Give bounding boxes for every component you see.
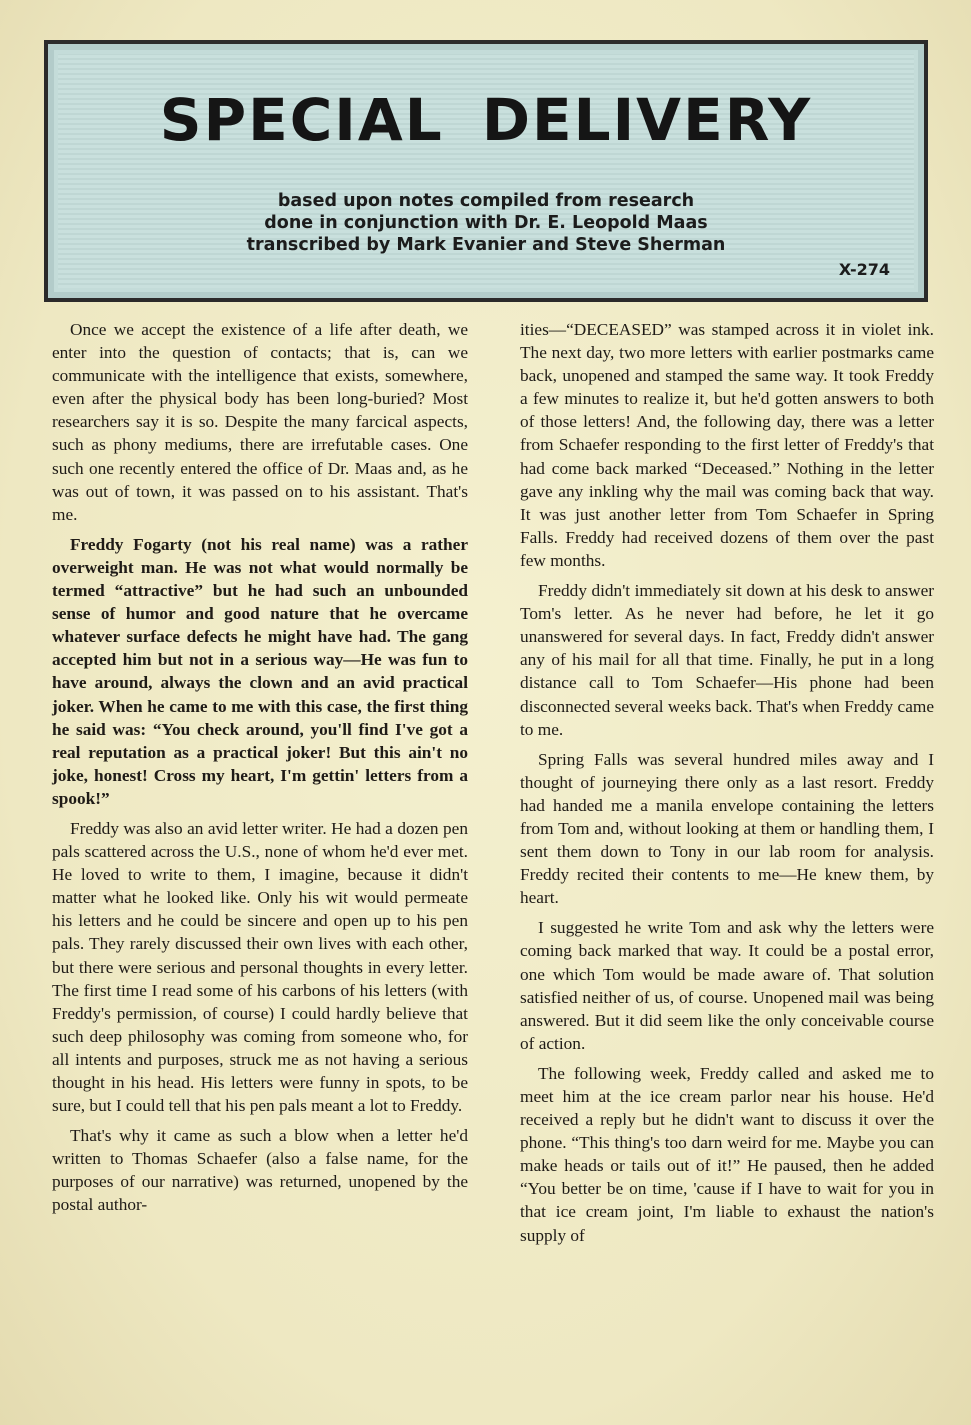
right-text-column: [520, 318, 934, 1254]
paragraph: Freddy Fogarty (not his real name) was a rather overweight man. He was not what would normally be termed “attractive” but he had such an unbounded sense of humor and good nature that he overcame whatever surface defects he might have had. The gang accepted him but not in a serious way—He was fun to have around, always the clown and an avid practical joker. When he came to me with this case, the first thing he said was: “You check around, you'll find I've got a real reputation as a practical joker! But this ain't no joke, honest! Cross my heart, I'm gettin' letters from a spook!”: [52, 534, 468, 808]
paragraph: Freddy didn't immediately sit down at his desk to answer Tom's letter. As he never had before, he let it go unanswered for several days. In fact, Freddy didn't answer any of his mail for all that time. Finally, he put in a long distance call to Tom Schaefer—His phone had been disconnected several weeks back. That's when Freddy came to me.: [520, 581, 934, 739]
story-title: SPECIAL DELIVERY: [159, 86, 813, 154]
title-panel: [44, 40, 928, 302]
paragraph: The following week, Freddy called and asked me to meet him at the ice cream parlor near his house. He'd received a reply but he didn't want to discuss it over the phone. “This thing's too darn weird for me. Maybe you can make heads or tails out of it!” He paused, then he added “You better be on time, 'cause if I have to wait for you in that ice cream joint, I'm liable to exhaust the nation's supply of: [520, 1063, 934, 1245]
paragraph: Freddy was also an avid letter writer. He had a dozen pen pals scattered across the U.S., none of whom he'd ever met. He loved to write to them, I imagine, because it didn't matter what he looked like. Only his wit would permeate his letters and he could be sincere and open up to his pen pals. They rarely discussed their own lives with each other, but there were serious and personal thoughts in every letter. The first time I read some of his carbons of his letters (with Freddy's permission, of course) I could hardly believe that such deep philosophy was coming from someone who, for all intents and purposes, struck me as not having a serious thought in his head. His letters were funny in spots, to be sure, but I could tell that his pen pals meant a lot to Freddy.: [52, 818, 468, 1116]
paragraph: I suggested he write Tom and ask why the letters were coming back marked that way. It could be a postal error, one which Tom would be made aware of. That solution satisfied neither of us, of course. Unopened mail was being answered. But it did seem like the only conceivable course of action.: [520, 918, 934, 1053]
credit-block: [48, 190, 924, 256]
paragraph: Spring Falls was several hundred miles away and I thought of journeying there only as a last resort. Freddy had handed me a manila envelope containing the letters from Tom and, without looking at them or handling them, I sent them down to Tony in our lab room for analysis. Freddy recited their contents to me—He knew them, by heart.: [520, 749, 934, 908]
paragraph: Once we accept the existence of a life after death, we enter into the question of contacts; that is, can we communicate with the intelligence that exists, somewhere, even after the physical body has been long-buried? Most researchers say it is so. Despite the many farcical aspects, such as phony mediums, there are irrefutable cases. One such one recently entered the office of Dr. Maas and, as he was out of town, it was passed on to his assistant. That's me.: [52, 320, 468, 524]
credit-line: done in conjunction with Dr. E. Leopold Maas: [264, 213, 708, 233]
paragraph: ities—“DECEASED” was stamped across it in violet ink. The next day, two more letters with earlier postmarks came back, unopened and stamped the same way. It took Freddy a few minutes to realize it, but he'd gotten answers to both of those letters! And, the following day, there was a letter from Schaefer responding to the first letter of Freddy's that had come back marked “Deceased.” Nothing in the letter gave any inkling why the mail was coming back that way. It was just another letter from Tom Schaefer in Spring Falls. Freddy had received dozens of them over the past few months.: [520, 320, 934, 570]
paragraph: That's why it came as such a blow when a letter he'd written to Thomas Schaefer (also a false name, for the purposes of our narrative) was returned, unopened by the postal author-: [52, 1126, 468, 1215]
credit-line: based upon notes compiled from research: [277, 191, 695, 211]
credit-line: transcribed by Mark Evanier and Steve Sherman: [246, 235, 726, 255]
left-text-column: [52, 318, 468, 1224]
story-code: X-274: [838, 260, 890, 279]
